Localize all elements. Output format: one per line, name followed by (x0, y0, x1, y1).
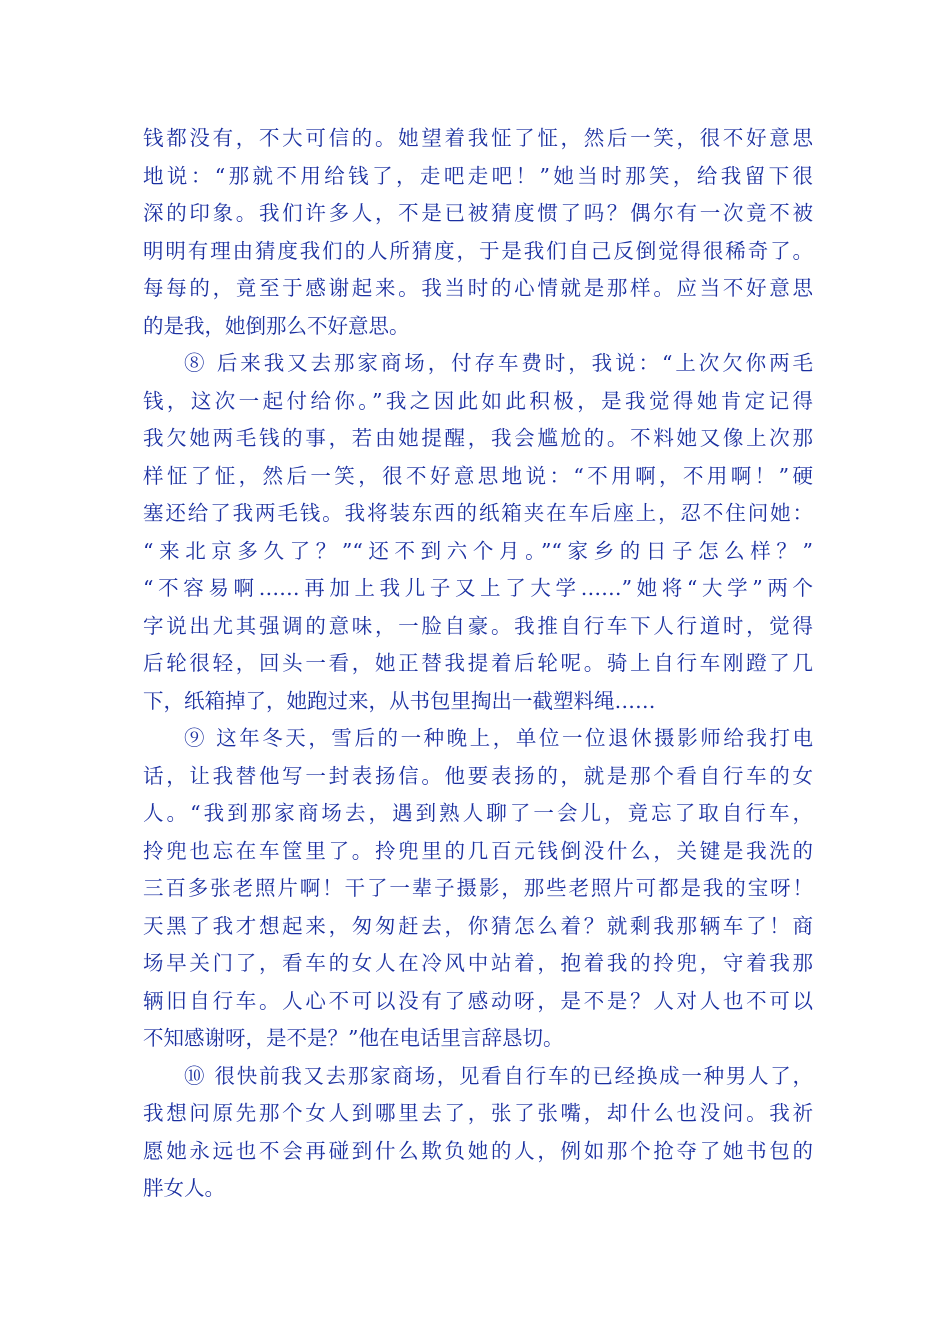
text-line: 场早关门了，看车的女人在冷风中站着，抱着我的拎兜，守着我那 (143, 951, 813, 975)
text-line: 的是我，她倒那么不好意思。 (143, 313, 410, 338)
text-line: 后轮很轻，回头一看，她正替我提着后轮呢。骑上自行车刚蹬了几 (143, 651, 813, 675)
text-line: 不知感谢呀，是不是？”他在电话里言辞恳切。 (143, 1026, 564, 1050)
text-line: 我想问原先那个女人到哪里去了，张了张嘴，却什么也没问。我祈 (143, 1101, 813, 1125)
text-line: 拎兜也忘在车筐里了。拎兜里的几百元钱倒没什么，关键是我洗的 (143, 838, 813, 863)
text-line: 地说：“那就不用给钱了，走吧走吧！”她当时那笑，给我留下很 (143, 163, 813, 188)
paragraph-9 (143, 720, 813, 1058)
text-line: ⑧ 后来我又去那家商场，付存车费时，我说：“上次欠你两毛 (184, 351, 813, 375)
text-line: 样怔了怔，然后一笑，很不好意思地说：“不用啊，不用啊！”硬 (143, 463, 813, 488)
text-line: ⑨ 这年冬天，雪后的一种晚上，单位一位退休摄影师给我打电 (184, 726, 813, 750)
text-line: ⑩ 很快前我又去那家商场，见看自行车的已经换成一种男人了， (184, 1063, 813, 1088)
paragraph-continuation (143, 120, 813, 345)
text-line: 胖女人。 (143, 1176, 225, 1200)
text-line: 钱都没有，不大可信的。她望着我怔了怔，然后一笑，很不好意思 (143, 126, 813, 150)
text-line: 愿她永远也不会再碰到什么欺负她的人，例如那个抢夺了她书包的 (143, 1138, 813, 1163)
article-body (143, 120, 813, 1208)
text-line: 我欠她两毛钱的事，若由她提醒，我会尴尬的。不料她又像上次那 (143, 426, 813, 450)
text-line: 字说出尤其强调的意味，一脸自豪。我推自行车下人行道时，觉得 (143, 613, 813, 638)
paragraph-10 (143, 1058, 813, 1208)
text-line: 每每的，竟至于感谢起来。我当时的心情就是那样。应当不好意思 (143, 276, 813, 300)
text-line: 塞还给了我两毛钱。我将装东西的纸箱夹在车后座上，忍不住问她： (143, 501, 813, 525)
text-line: 三百多张老照片啊！干了一辈子摄影，那些老照片可都是我的宝呀！ (143, 876, 813, 900)
paragraph-8 (143, 345, 813, 720)
text-line: “来北京多久了？”“还不到六个月。”“家乡的日子怎么样？” (143, 538, 813, 563)
text-line: 钱，这次一起付给你。”我之因此如此积极，是我觉得她肯定记得 (143, 388, 813, 413)
text-line: 人。“我到那家商场去，遇到熟人聊了一会儿，竟忘了取自行车， (143, 801, 813, 825)
text-line: 天黑了我才想起来，匆匆赶去，你猜怎么着？就剩我那辆车了！商 (143, 913, 813, 938)
text-line: 深的印象。我们许多人，不是已被猜度惯了吗？偶尔有一次竟不被 (143, 201, 813, 225)
text-line: “不容易啊……再加上我儿子又上了大学……”她将“大学”两个 (143, 576, 813, 600)
text-line: 辆旧自行车。人心不可以没有了感动呀，是不是？人对人也不可以 (143, 988, 813, 1013)
text-line: 明明有理由猜度我们的人所猜度，于是我们自己反倒觉得很稀奇了。 (143, 238, 813, 263)
text-line: 下，纸箱掉了，她跑过来，从书包里掏出一截塑料绳…… (143, 688, 656, 713)
text-line: 话，让我替他写一封表扬信。他要表扬的，就是那个看自行车的女 (143, 763, 813, 788)
